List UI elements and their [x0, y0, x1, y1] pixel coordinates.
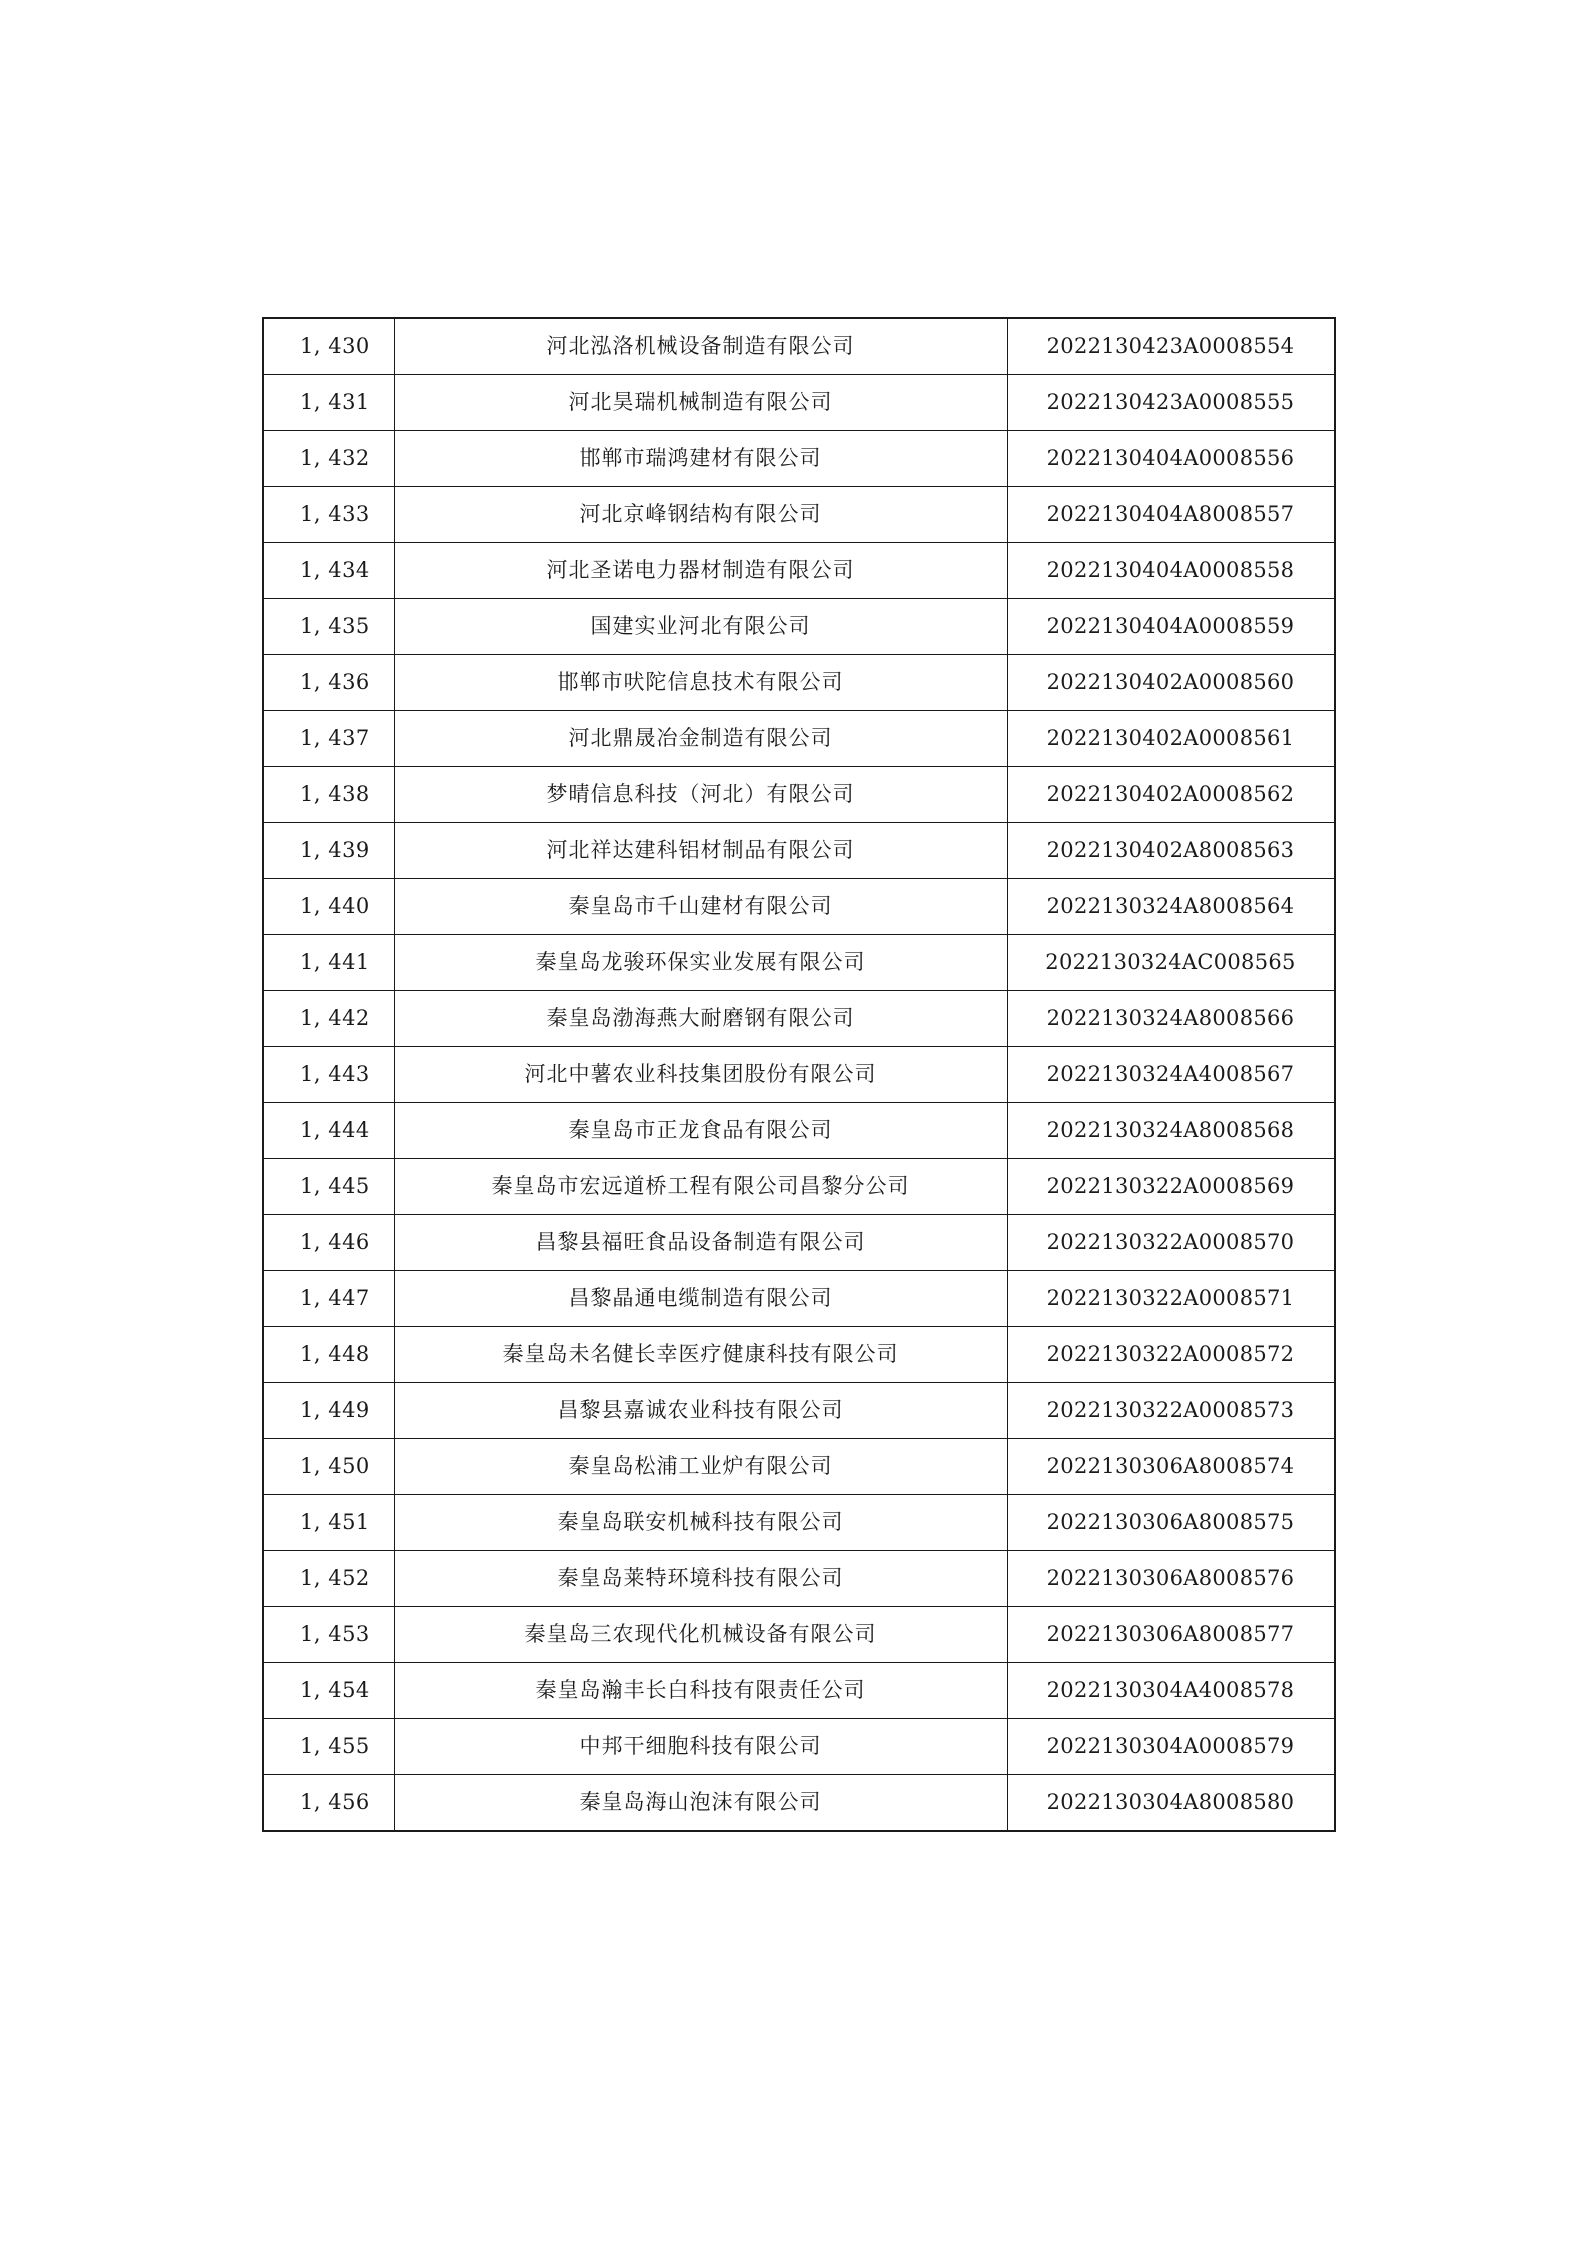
table-row: [263, 543, 1335, 599]
company-name: 河北中薯农业科技集团股份有限公司: [394, 1047, 1007, 1103]
company-name: 昌黎晶通电缆制造有限公司: [394, 1271, 1007, 1327]
row-number: 1, 443: [263, 1047, 394, 1103]
row-number: 1, 436: [263, 655, 394, 711]
row-number: 1, 440: [263, 879, 394, 935]
row-number: 1, 444: [263, 1103, 394, 1159]
company-name: 中邦干细胞科技有限公司: [394, 1719, 1007, 1775]
row-number: 1, 434: [263, 543, 394, 599]
registry-table: [262, 317, 1336, 1832]
company-name: 河北泓洛机械设备制造有限公司: [394, 318, 1007, 375]
table-row: [263, 375, 1335, 431]
row-number: 1, 432: [263, 431, 394, 487]
table-row: [263, 1775, 1335, 1832]
registration-code: 2022130402A0008562: [1007, 767, 1335, 823]
registration-code: 2022130322A0008573: [1007, 1383, 1335, 1439]
company-name: 邯郸市瑞鸿建材有限公司: [394, 431, 1007, 487]
row-number: 1, 454: [263, 1663, 394, 1719]
row-number: 1, 456: [263, 1775, 394, 1832]
row-number: 1, 449: [263, 1383, 394, 1439]
row-number: 1, 455: [263, 1719, 394, 1775]
row-number: 1, 452: [263, 1551, 394, 1607]
registration-code: 2022130324A4008567: [1007, 1047, 1335, 1103]
row-number: 1, 446: [263, 1215, 394, 1271]
registration-code: 2022130306A8008576: [1007, 1551, 1335, 1607]
company-name: 秦皇岛三农现代化机械设备有限公司: [394, 1607, 1007, 1663]
registration-code: 2022130324A8008564: [1007, 879, 1335, 935]
registration-code: 2022130306A8008577: [1007, 1607, 1335, 1663]
row-number: 1, 447: [263, 1271, 394, 1327]
row-number: 1, 433: [263, 487, 394, 543]
registration-code: 2022130324AC008565: [1007, 935, 1335, 991]
company-name: 河北京峰钢结构有限公司: [394, 487, 1007, 543]
registration-code: 2022130404A0008559: [1007, 599, 1335, 655]
company-name: 秦皇岛市宏远道桥工程有限公司昌黎分公司: [394, 1159, 1007, 1215]
row-number: 1, 451: [263, 1495, 394, 1551]
registration-code: 2022130404A0008558: [1007, 543, 1335, 599]
table-row: [263, 655, 1335, 711]
table-row: [263, 599, 1335, 655]
registration-code: 2022130402A0008560: [1007, 655, 1335, 711]
registration-code: 2022130306A8008575: [1007, 1495, 1335, 1551]
row-number: 1, 450: [263, 1439, 394, 1495]
row-number: 1, 435: [263, 599, 394, 655]
company-name: 秦皇岛联安机械科技有限公司: [394, 1495, 1007, 1551]
table-row: [263, 1383, 1335, 1439]
company-name: 秦皇岛瀚丰长白科技有限责任公司: [394, 1663, 1007, 1719]
table-row: [263, 711, 1335, 767]
table-row: [263, 767, 1335, 823]
registration-code: 2022130322A0008569: [1007, 1159, 1335, 1215]
row-number: 1, 438: [263, 767, 394, 823]
table-row: [263, 1607, 1335, 1663]
table-row: [263, 1439, 1335, 1495]
company-name: 秦皇岛海山泡沫有限公司: [394, 1775, 1007, 1832]
company-name: 昌黎县嘉诚农业科技有限公司: [394, 1383, 1007, 1439]
registry-table-body: [263, 318, 1335, 1831]
registration-code: 2022130306A8008574: [1007, 1439, 1335, 1495]
company-name: 秦皇岛莱特环境科技有限公司: [394, 1551, 1007, 1607]
registration-code: 2022130402A8008563: [1007, 823, 1335, 879]
registration-code: 2022130324A8008568: [1007, 1103, 1335, 1159]
table-row: [263, 431, 1335, 487]
table-row: [263, 1327, 1335, 1383]
row-number: 1, 430: [263, 318, 394, 375]
row-number: 1, 442: [263, 991, 394, 1047]
registration-code: 2022130324A8008566: [1007, 991, 1335, 1047]
table-row: [263, 1719, 1335, 1775]
company-name: 昌黎县福旺食品设备制造有限公司: [394, 1215, 1007, 1271]
row-number: 1, 431: [263, 375, 394, 431]
registration-code: 2022130304A0008579: [1007, 1719, 1335, 1775]
company-name: 秦皇岛渤海燕大耐磨钢有限公司: [394, 991, 1007, 1047]
registration-code: 2022130304A8008580: [1007, 1775, 1335, 1832]
registration-code: 2022130402A0008561: [1007, 711, 1335, 767]
row-number: 1, 437: [263, 711, 394, 767]
row-number: 1, 439: [263, 823, 394, 879]
table-row: [263, 487, 1335, 543]
registration-code: 2022130304A4008578: [1007, 1663, 1335, 1719]
registration-code: 2022130423A0008555: [1007, 375, 1335, 431]
table-row: [263, 823, 1335, 879]
table-row: [263, 1271, 1335, 1327]
registration-code: 2022130322A0008572: [1007, 1327, 1335, 1383]
row-number: 1, 445: [263, 1159, 394, 1215]
table-row: [263, 1047, 1335, 1103]
company-name: 河北昊瑞机械制造有限公司: [394, 375, 1007, 431]
table-row: [263, 879, 1335, 935]
table-row: [263, 318, 1335, 375]
registration-code: 2022130322A0008570: [1007, 1215, 1335, 1271]
table-row: [263, 1495, 1335, 1551]
company-name: 河北祥达建科铝材制品有限公司: [394, 823, 1007, 879]
company-name: 邯郸市吠陀信息技术有限公司: [394, 655, 1007, 711]
company-name: 河北鼎晟冶金制造有限公司: [394, 711, 1007, 767]
company-name: 秦皇岛松浦工业炉有限公司: [394, 1439, 1007, 1495]
table-row: [263, 1551, 1335, 1607]
company-name: 秦皇岛市千山建材有限公司: [394, 879, 1007, 935]
table-row: [263, 991, 1335, 1047]
company-name: 国建实业河北有限公司: [394, 599, 1007, 655]
company-name: 秦皇岛龙骏环保实业发展有限公司: [394, 935, 1007, 991]
registration-code: 2022130423A0008554: [1007, 318, 1335, 375]
registration-code: 2022130404A8008557: [1007, 487, 1335, 543]
registration-code: 2022130322A0008571: [1007, 1271, 1335, 1327]
company-name: 秦皇岛未名健长幸医疗健康科技有限公司: [394, 1327, 1007, 1383]
company-name: 梦晴信息科技（河北）有限公司: [394, 767, 1007, 823]
table-row: [263, 1663, 1335, 1719]
table-row: [263, 1103, 1335, 1159]
table-row: [263, 1215, 1335, 1271]
company-name: 秦皇岛市正龙食品有限公司: [394, 1103, 1007, 1159]
company-name: 河北圣诺电力器材制造有限公司: [394, 543, 1007, 599]
row-number: 1, 453: [263, 1607, 394, 1663]
table-row: [263, 935, 1335, 991]
registration-code: 2022130404A0008556: [1007, 431, 1335, 487]
row-number: 1, 441: [263, 935, 394, 991]
table-row: [263, 1159, 1335, 1215]
row-number: 1, 448: [263, 1327, 394, 1383]
